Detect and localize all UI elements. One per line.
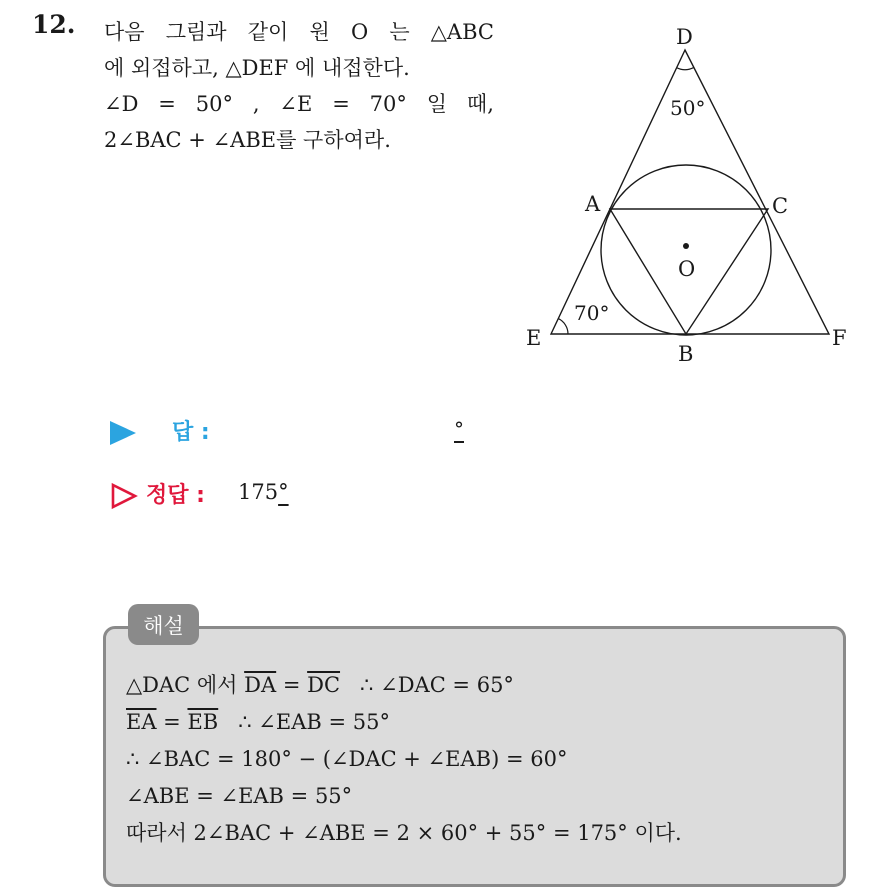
solution-lines [126,667,682,852]
solution-line-2 [126,704,682,741]
answer-label: 답 : [172,420,210,445]
answer-row [110,415,490,455]
question-line-3 [104,86,494,122]
question-word: 70° [369,92,407,116]
segment-EA: $\overline{EA}$ [126,710,157,734]
label-E: E [526,326,542,350]
angle-arc-E [558,319,568,334]
question-word: △ABC [430,20,494,44]
solution-text: ∴ ∠DAC = 65° [340,673,514,697]
angle-D-label: 50° [670,96,706,120]
angle-arc-D [677,68,694,70]
question-line-4: 2∠BAC + ∠ABE를 구하여라. [104,128,391,152]
question-word: 그림과 [165,20,227,44]
correct-answer-label: 정답 : [146,483,205,508]
label-A: A [585,192,601,216]
correct-answer-unit: ° [278,480,289,504]
question-word: ∠E [279,92,313,116]
label-B: B [678,342,694,366]
label-O: O [678,257,696,281]
question-word: 때, [466,92,494,116]
question-number: 12. [32,10,76,39]
question-word: 원 [309,20,330,44]
geometry-figure [515,15,855,370]
question-word: 50° [195,92,233,116]
segment-EB: $\overline{EB}$ [187,710,219,734]
solution-line-1 [126,667,682,704]
solution-line-5: 따라서 2∠BAC + ∠ABE = 2 × 60° + 55° = 175° 이다. [126,821,682,845]
solution-text: = [156,710,188,734]
solution-box [103,626,846,887]
answer-unit[interactable]: ° [454,417,464,441]
correct-answer-number: 175 [238,480,279,504]
solution-tab: 해설 [128,604,199,645]
question-text [104,14,494,158]
label-D: D [676,25,693,49]
label-C: C [772,194,789,218]
segment-DA: $\overline{DA}$ [244,673,277,697]
question-word: , [252,92,260,116]
question-word: ∠D [104,92,139,116]
center-point-O [683,243,689,249]
segment-DC: $\overline{DC}$ [307,673,341,697]
play-arrow-icon [110,421,136,445]
label-F: F [832,326,847,350]
question-word: 일 [426,92,448,116]
solution-line-4: ∠ABE = ∠EAB = 55° [126,784,353,808]
correct-answer-value [238,480,289,504]
solution-text: = [276,673,308,697]
question-word: O [350,20,369,44]
question-word: 다음 [104,20,145,44]
question-word: 같이 [247,20,289,44]
solution-line-3: ∴ ∠BAC = 180° − (∠DAC + ∠EAB) = 60° [126,747,568,771]
question-line-2: 에 외접하고, △DEF 에 내접한다. [104,56,410,80]
solution-text: △DAC 에서 [126,673,245,697]
circle-O [601,165,771,335]
question-word: = [332,92,350,116]
outline-arrow-icon [110,482,138,510]
question-word: 는 [389,20,410,44]
solution-text: ∴ ∠EAB = 55° [218,710,390,734]
correct-answer-row [110,478,510,518]
question-word: = [158,92,176,116]
angle-E-label: 70° [574,301,610,325]
question-line-1 [104,14,494,50]
